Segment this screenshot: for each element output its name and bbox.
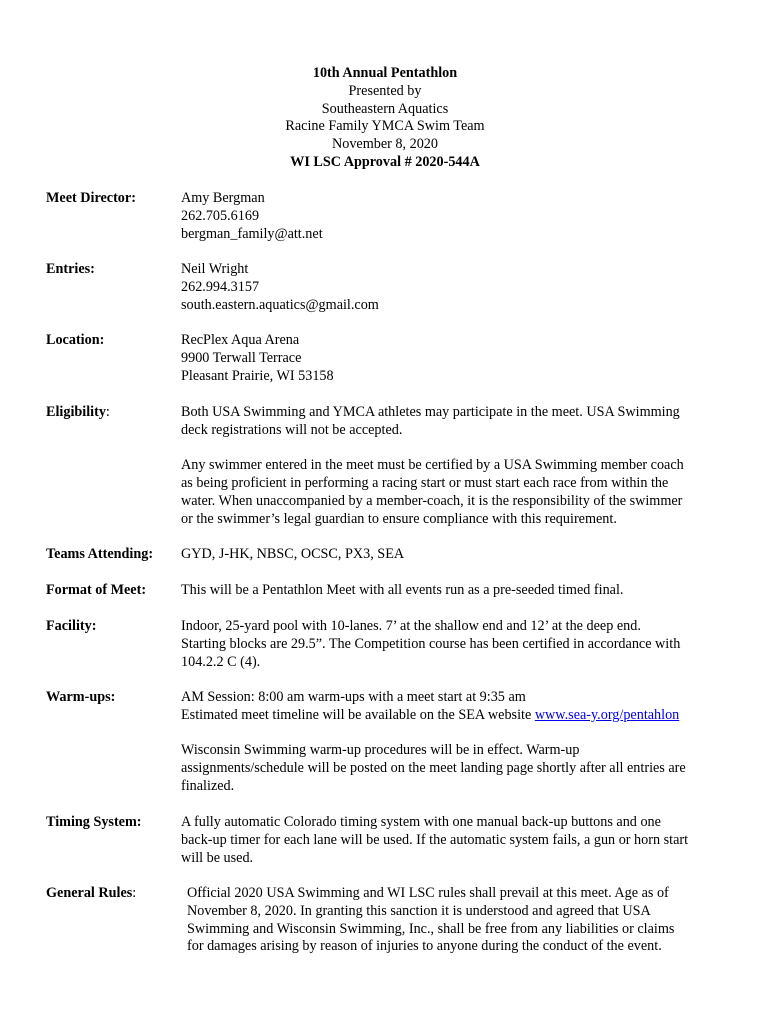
entries-phone: 262.994.3157 <box>181 278 260 295</box>
eligibility-line: water. When unaccompanied by a member-coach, it is the responsibility of the swimmer <box>181 492 683 509</box>
host-club: Southeastern Aquatics <box>321 100 449 117</box>
general-rules-label-text: General Rules <box>46 885 133 901</box>
warmups-line: AM Session: 8:00 am warm-ups with a meet start at 9:35 am <box>181 689 526 705</box>
general-rules-line: for damages arising by reason of injuries to anyone during the conduct of the event. <box>187 938 662 955</box>
meet-director-email: bergman_family@att.net <box>181 225 323 242</box>
meet-director-label: Meet Director: <box>46 190 136 206</box>
timing-line: back-up timer for each lane will be used. If the automatic system fails, a gun or horn start <box>181 831 689 848</box>
timing-text <box>181 814 729 867</box>
eligibility-line: Any swimmer entered in the meet must be certified by a USA Swimming member coach <box>181 457 684 474</box>
meet-director-info <box>181 190 729 243</box>
location-venue: RecPlex Aqua Arena <box>181 332 300 348</box>
warmups-label: Warm-ups: <box>46 689 116 705</box>
location-label: Location: <box>46 332 105 348</box>
general-rules-line: Swimming and Wisconsin Swimming, Inc., shall be free from any liabilities or claims <box>187 920 675 937</box>
general-rules-line: Official 2020 USA Swimming and WI LSC rules shall prevail at this meet. Age as of <box>187 885 669 901</box>
meet-date: November 8, 2020 <box>332 136 438 153</box>
warmups-line <box>181 707 729 725</box>
entries-email: south.eastern.aquatics@gmail.com <box>181 296 379 313</box>
facility-line: Starting blocks are 29.5”. The Competition course has been certified in accordance with <box>181 635 681 652</box>
general-rules-text <box>187 885 727 956</box>
format-value: This will be a Pentathlon Meet with all events run as a pre-seeded timed final. <box>181 582 624 598</box>
eligibility-line: Both USA Swimming and YMCA athletes may participate in the meet. USA Swimming <box>181 404 680 420</box>
general-rules-line: November 8, 2020. In granting this sanction it is understood and agreed that USA <box>187 902 651 919</box>
warmups-timeline-text: Estimated meet timeline will be available on the SEA website <box>181 706 535 723</box>
eligibility-label-text: Eligibility <box>46 404 106 420</box>
eligibility-line: deck registrations will not be accepted. <box>181 421 403 438</box>
eligibility-line: or the swimmer’s legal guardian to ensure compliance with this requirement. <box>181 510 617 527</box>
timing-line: A fully automatic Colorado timing system with one manual back-up buttons and one <box>181 814 661 830</box>
eligibility-line: as being proficient in performing a racing start or must start each race from within the <box>181 475 669 492</box>
warmups-text <box>181 689 729 796</box>
timing-label: Timing System: <box>46 814 142 830</box>
format-label: Format of Meet: <box>46 582 147 598</box>
sea-website-link[interactable]: www.sea-y.org/pentahlon <box>534 706 680 723</box>
general-rules-label-colon: : <box>132 885 137 901</box>
meet-title: 10th Annual Pentathlon <box>312 65 458 81</box>
paragraph-spacer <box>181 725 729 743</box>
approval-number: WI LSC Approval # 2020-544A <box>290 153 480 170</box>
eligibility-label-colon: : <box>105 404 110 420</box>
warmups-line: Wisconsin Swimming warm-up procedures will be in effect. Warm-up <box>181 742 580 759</box>
eligibility-label <box>46 404 181 422</box>
timing-line: will be used. <box>181 849 254 866</box>
paragraph-spacer <box>181 440 729 458</box>
warmups-line: assignments/schedule will be posted on the meet landing page shortly after all entries are <box>181 760 686 777</box>
entries-name: Neil Wright <box>181 261 249 277</box>
meet-header <box>0 65 770 172</box>
teams-value: GYD, J-HK, NBSC, OCSC, PX3, SEA <box>181 546 405 562</box>
location-address <box>181 332 729 385</box>
warmups-line: finalized. <box>181 777 235 794</box>
facility-label: Facility: <box>46 618 97 634</box>
eligibility-text <box>181 404 729 529</box>
facility-line: Indoor, 25-yard pool with 10-lanes. 7’ at the shallow end and 12’ at the deep end. <box>181 618 641 634</box>
facility-line: 104.2.2 C (4). <box>181 653 261 670</box>
meet-director-name: Amy Bergman <box>181 190 265 206</box>
facility-text <box>181 618 729 671</box>
meet-director-phone: 262.705.6169 <box>181 207 260 224</box>
host-team: Racine Family YMCA Swim Team <box>285 118 485 135</box>
location-city: Pleasant Prairie, WI 53158 <box>181 367 334 384</box>
teams-label: Teams Attending: <box>46 546 154 562</box>
presented-by: Presented by <box>348 82 422 99</box>
entries-info <box>181 261 729 314</box>
general-rules-label <box>46 885 181 903</box>
entries-label: Entries: <box>46 261 95 277</box>
location-street: 9900 Terwall Terrace <box>181 349 302 366</box>
